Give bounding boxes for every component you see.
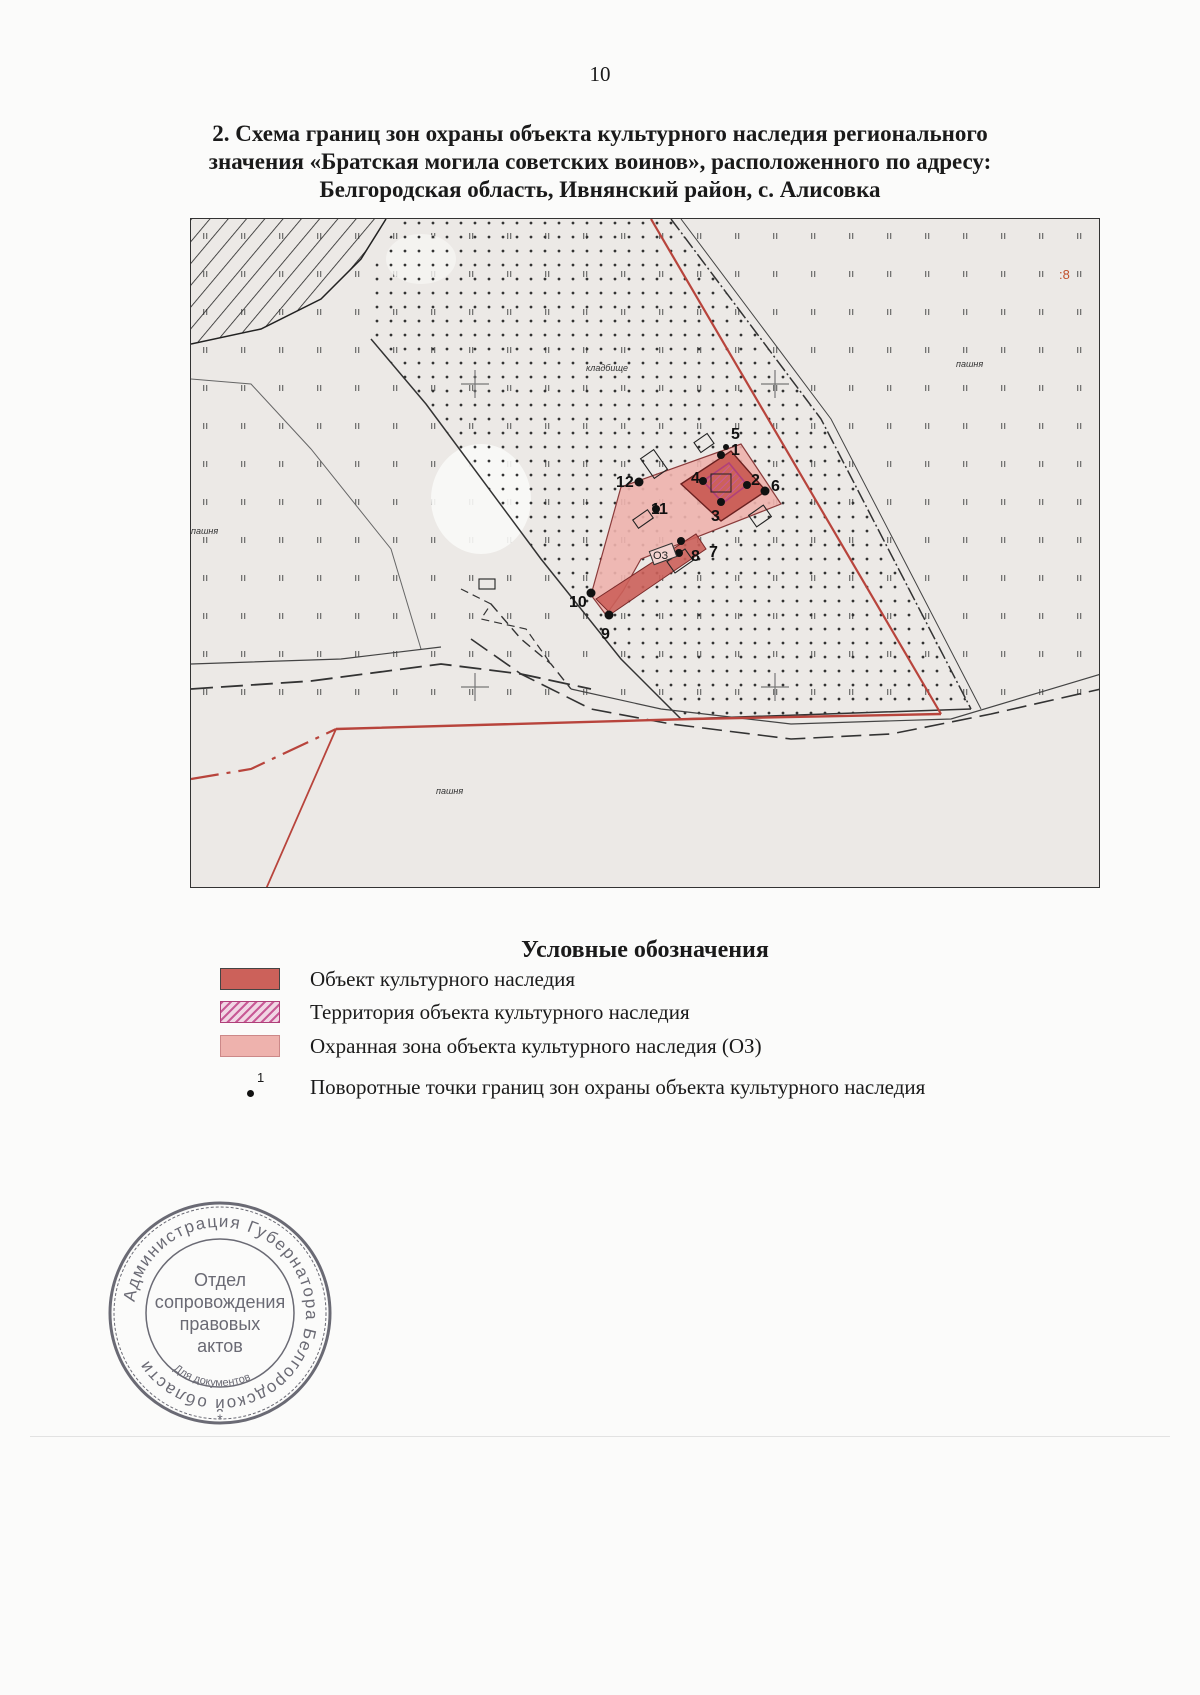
field-label: пашня: [436, 786, 464, 796]
legend-swatch-territory: [220, 1001, 280, 1023]
zone-label: ОЗ: [653, 550, 669, 562]
stamp-ring-text: Администрация Губернатора Белгородской области: [119, 1211, 322, 1415]
stamp-center-line: Отдел: [193, 1270, 247, 1290]
stamp-center-line: правовых: [179, 1314, 261, 1334]
map-scheme: [190, 218, 1100, 888]
legend-item-object: [220, 965, 575, 993]
page-number: 10: [589, 62, 611, 86]
point-label: 7: [709, 544, 718, 561]
map-canvas: [191, 219, 1100, 888]
stamp-center-line: актов: [197, 1336, 243, 1356]
legend-item-points: [220, 1070, 926, 1101]
stamp-center-line: сопровождения: [154, 1292, 286, 1312]
point-label: 12: [616, 474, 634, 491]
legend-swatch-object: [220, 968, 280, 990]
stamp-rings: [105, 1198, 335, 1428]
scan-edge-line: [30, 1436, 1170, 1437]
legend-label: Объект культурного наследия: [310, 966, 576, 991]
cemetery-label: кладбище: [586, 363, 629, 373]
legend-label: Территория объекта культурного наследия: [310, 999, 690, 1024]
point-label: 6: [771, 478, 780, 495]
point-label: 5: [731, 426, 740, 443]
stamp-bottom-text: Для документов: [171, 1362, 253, 1390]
title-line-1: 2. Схема границ зон охраны объекта культурного наследия регионального: [212, 121, 988, 146]
field-label: пашня: [956, 359, 984, 369]
point-label: 2: [751, 472, 760, 489]
title-line-2: значения «Братская могила советских воинов», расположенного по адресу:: [208, 149, 992, 174]
legend-title: Условные обозначения: [521, 937, 769, 963]
legend-item-territory: [220, 998, 690, 1026]
point-label: 4: [691, 470, 700, 487]
legend-label: Охранная зона объекта культурного наследия (ОЗ): [310, 1033, 762, 1058]
point-label: 11: [651, 501, 668, 518]
stamp-star: *: [217, 1411, 223, 1427]
svg-text:Для документов: [171, 1362, 252, 1389]
point-label: 8: [691, 548, 700, 565]
point-label: 10: [569, 594, 587, 611]
point-label: 1: [731, 442, 740, 459]
legend-label: Поворотные точки границ зон охраны объекта культурного наследия: [310, 1074, 926, 1099]
field-label: пашня: [191, 526, 219, 536]
page-title: [150, 120, 1050, 204]
point-label: 9: [601, 626, 610, 643]
point-dot-icon: [247, 1090, 254, 1097]
title-line-3: Белгородская область, Ивнянский район, с. Алисовка: [319, 177, 881, 202]
point-marker-number: 1: [257, 1070, 265, 1085]
legend-swatch-zone: [220, 1035, 280, 1057]
legend-item-zone: [220, 1032, 762, 1060]
legend-swatch-point: [220, 1070, 280, 1098]
parcel-number-label: :8: [1059, 267, 1070, 282]
point-label: 3: [711, 508, 720, 525]
official-stamp: [105, 1198, 335, 1428]
